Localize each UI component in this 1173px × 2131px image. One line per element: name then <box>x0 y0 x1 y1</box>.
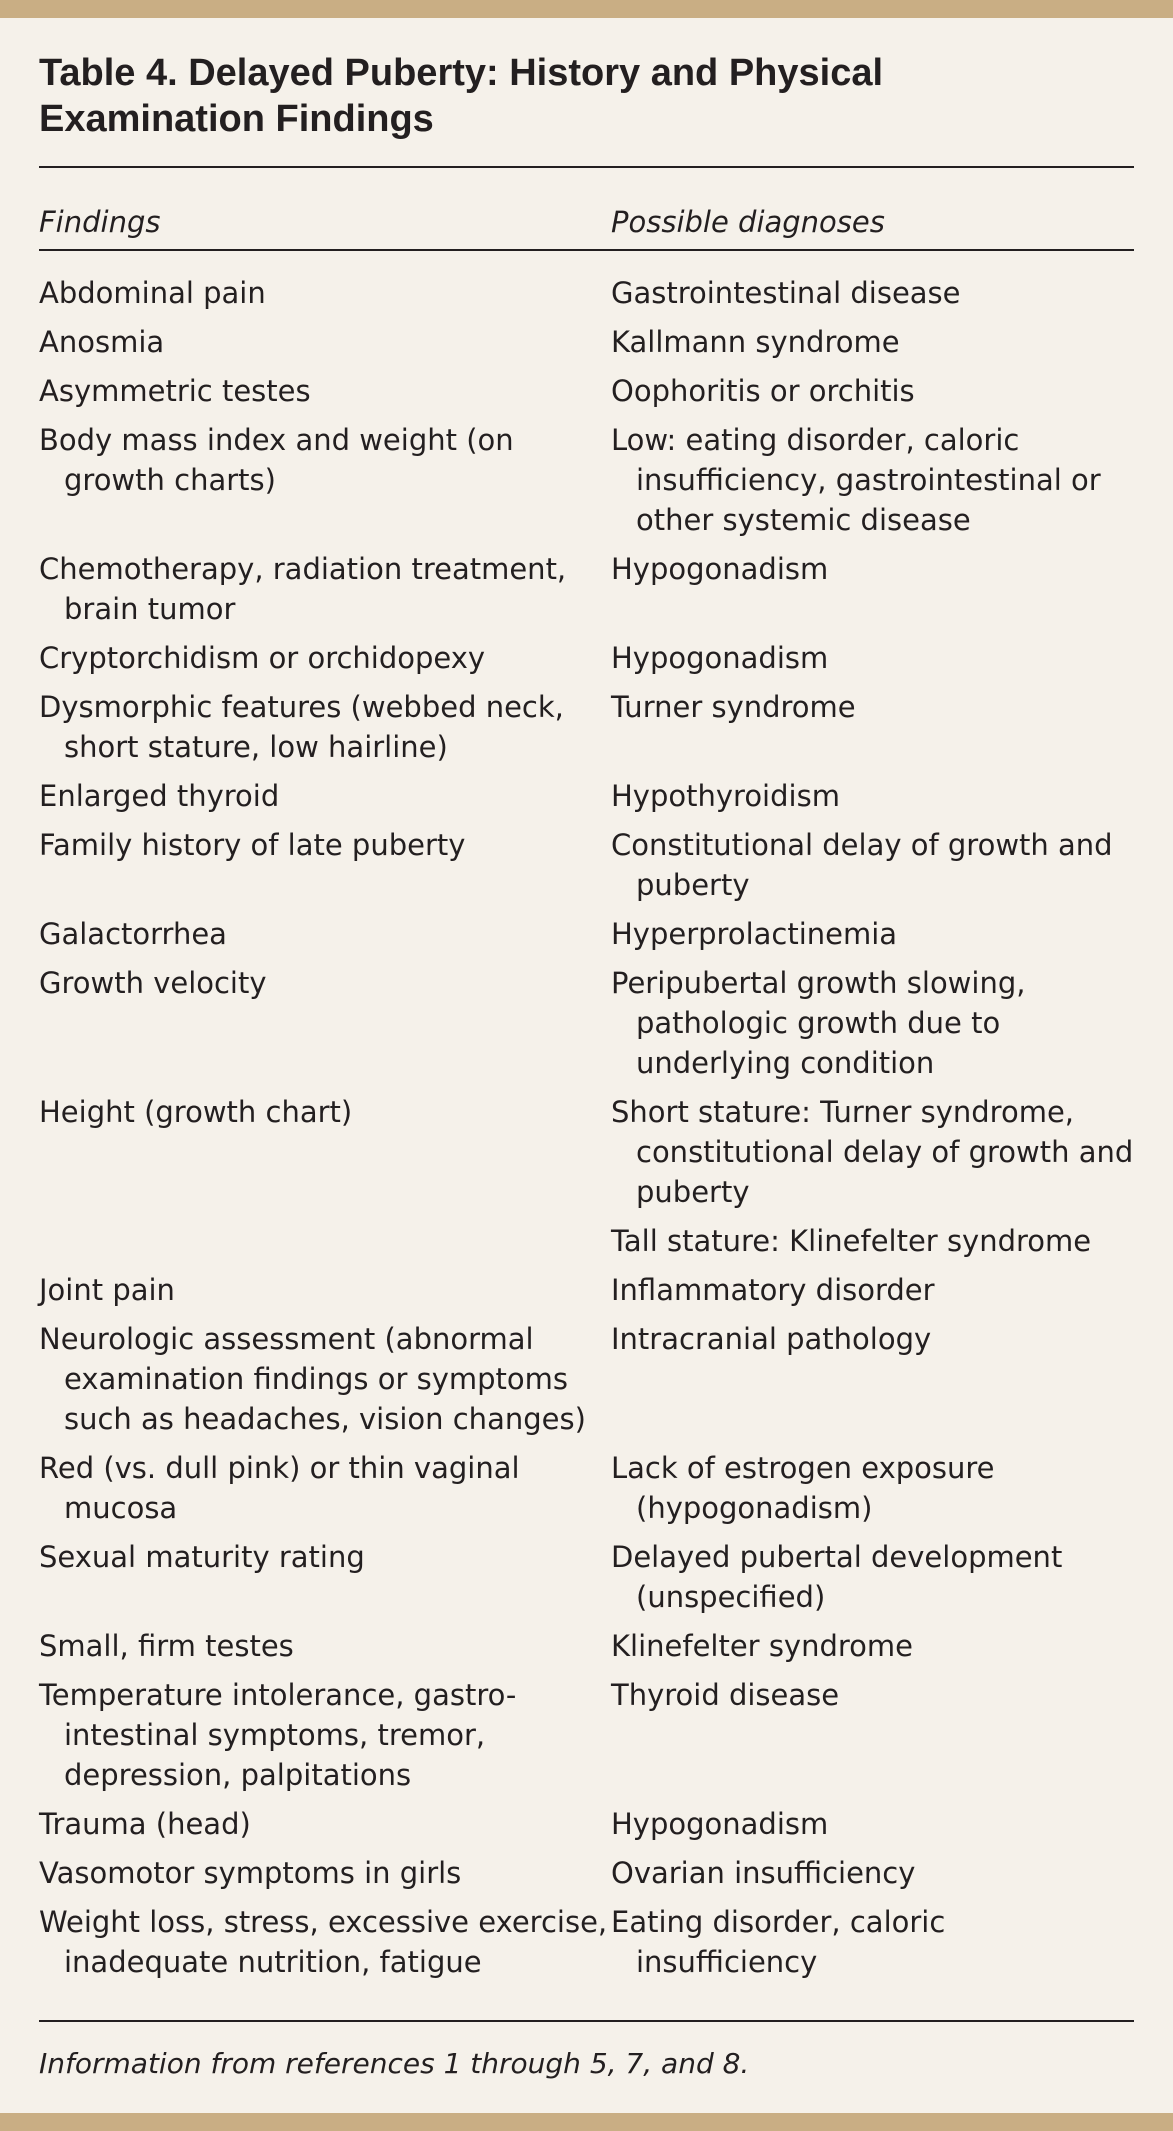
table-row <box>39 1902 1134 1982</box>
table-row <box>39 322 1134 362</box>
diagnosis-cell: Klinefelter syndrome <box>611 1629 913 1663</box>
diagnosis-cell: Oophoritis or orchitis <box>611 374 915 408</box>
table-row <box>39 1675 1134 1795</box>
table-title <box>39 50 1139 142</box>
table-row <box>39 687 1134 767</box>
diagnosis-cell: Delayed pubertal development (unspecified) <box>611 1540 1063 1614</box>
diagnosis-cell: Hyperprolactinemia <box>611 917 898 951</box>
finding-cell: Cryptorchidism or orchidopexy <box>39 641 486 675</box>
table-row <box>39 549 1134 629</box>
footer-divider <box>39 2020 1134 2022</box>
diagnosis-cell: Hypogonadism <box>611 641 829 675</box>
table-row <box>39 1537 1134 1617</box>
finding-cell: Enlarged thyroid <box>39 779 280 813</box>
finding-cell: Temperature intolerance, gastro-intestinal symptoms, tremor, depression, palpitations <box>39 1678 517 1792</box>
table-row <box>39 1626 1134 1666</box>
findings-table <box>39 273 1134 1991</box>
finding-cell: Asymmetric testes <box>39 374 311 408</box>
diagnosis-cell: Peripubertal growth slowing, pathologic growth due to underlying condition <box>611 966 1026 1080</box>
diagnosis-cell: Ovarian insufficiency <box>611 1856 916 1890</box>
diagnosis-cell: Intracranial pathology <box>611 1322 932 1356</box>
table-row <box>39 963 1134 1083</box>
source-footnote: Information from references 1 through 5, 7, and 8. <box>39 2047 750 2080</box>
title-divider <box>39 166 1134 168</box>
table-row <box>39 371 1134 411</box>
table-row <box>39 1092 1134 1212</box>
diagnosis-cell: Tall stature: Klinefelter syndrome <box>611 1224 1092 1258</box>
table-row <box>39 914 1134 954</box>
finding-cell: Family history of late puberty <box>39 828 466 862</box>
table-row <box>39 1319 1134 1439</box>
table-row <box>39 1448 1134 1528</box>
finding-cell: Small, firm testes <box>39 1629 294 1663</box>
finding-cell: Body mass index and weight (on growth charts) <box>39 423 514 497</box>
finding-cell: Abdominal pain <box>39 276 266 310</box>
finding-cell: Dysmorphic features (webbed neck, short stature, low hairline) <box>39 690 564 764</box>
top-accent-bar <box>0 0 1173 18</box>
diagnosis-cell: Constitutional delay of growth and puberty <box>611 828 1113 902</box>
column-header-findings: Findings <box>39 205 161 239</box>
diagnosis-cell: Kallmann syndrome <box>611 325 900 359</box>
finding-cell: Anosmia <box>39 325 165 359</box>
finding-cell: Galactorrhea <box>39 917 227 951</box>
finding-cell: Vasomotor symptoms in girls <box>39 1856 462 1890</box>
finding-cell: Trauma (head) <box>39 1807 251 1841</box>
diagnosis-cell: Hypogonadism <box>611 1807 829 1841</box>
table-row <box>39 1270 1134 1310</box>
table-row <box>39 1221 1134 1261</box>
diagnosis-cell: Hypogonadism <box>611 552 829 586</box>
finding-cell: Growth velocity <box>39 966 267 1000</box>
table-row <box>39 1853 1134 1893</box>
diagnosis-cell: Thyroid disease <box>611 1678 840 1712</box>
bottom-accent-bar <box>0 2113 1173 2131</box>
table-row <box>39 638 1134 678</box>
table-row <box>39 825 1134 905</box>
table-row <box>39 776 1134 816</box>
table-row <box>39 273 1134 313</box>
diagnosis-cell: Inflammatory disorder <box>611 1273 935 1307</box>
diagnosis-cell: Turner syndrome <box>611 690 856 724</box>
finding-cell: Red (vs. dull pink) or thin vaginal mucosa <box>39 1451 520 1525</box>
diagnosis-cell: Low: eating disorder, caloric insufficiency, gastrointestinal or other systemic disease <box>611 423 1101 537</box>
finding-cell: Height (growth chart) <box>39 1095 353 1129</box>
finding-cell: Weight loss, stress, excessive exercise, inadequate nutrition, fatigue <box>39 1905 608 1979</box>
table-row <box>39 420 1134 540</box>
finding-cell: Joint pain <box>39 1273 175 1307</box>
finding-cell <box>39 1221 611 1261</box>
diagnosis-cell: Hypothyroidism <box>611 779 840 813</box>
table-title-line-1: Table 4. Delayed Puberty: History and Physical <box>39 52 884 94</box>
finding-cell: Sexual maturity rating <box>39 1540 365 1574</box>
diagnosis-cell: Eating disorder, caloric insufficiency <box>611 1905 946 1979</box>
diagnosis-cell: Gastrointestinal disease <box>611 276 961 310</box>
diagnosis-cell: Short stature: Turner syndrome, constitutional delay of growth and puberty <box>611 1095 1134 1209</box>
finding-cell: Chemotherapy, radiation treatment, brain tumor <box>39 552 567 626</box>
table-row <box>39 1804 1134 1844</box>
column-header-diagnoses: Possible diagnoses <box>611 205 885 239</box>
finding-cell: Neurologic assessment (abnormal examination findings or symptoms such as headaches, vision changes) <box>39 1322 586 1436</box>
table-title-line-2: Examination Findings <box>39 98 434 140</box>
diagnosis-cell: Lack of estrogen exposure (hypogonadism) <box>611 1451 995 1525</box>
header-divider <box>39 249 1134 251</box>
